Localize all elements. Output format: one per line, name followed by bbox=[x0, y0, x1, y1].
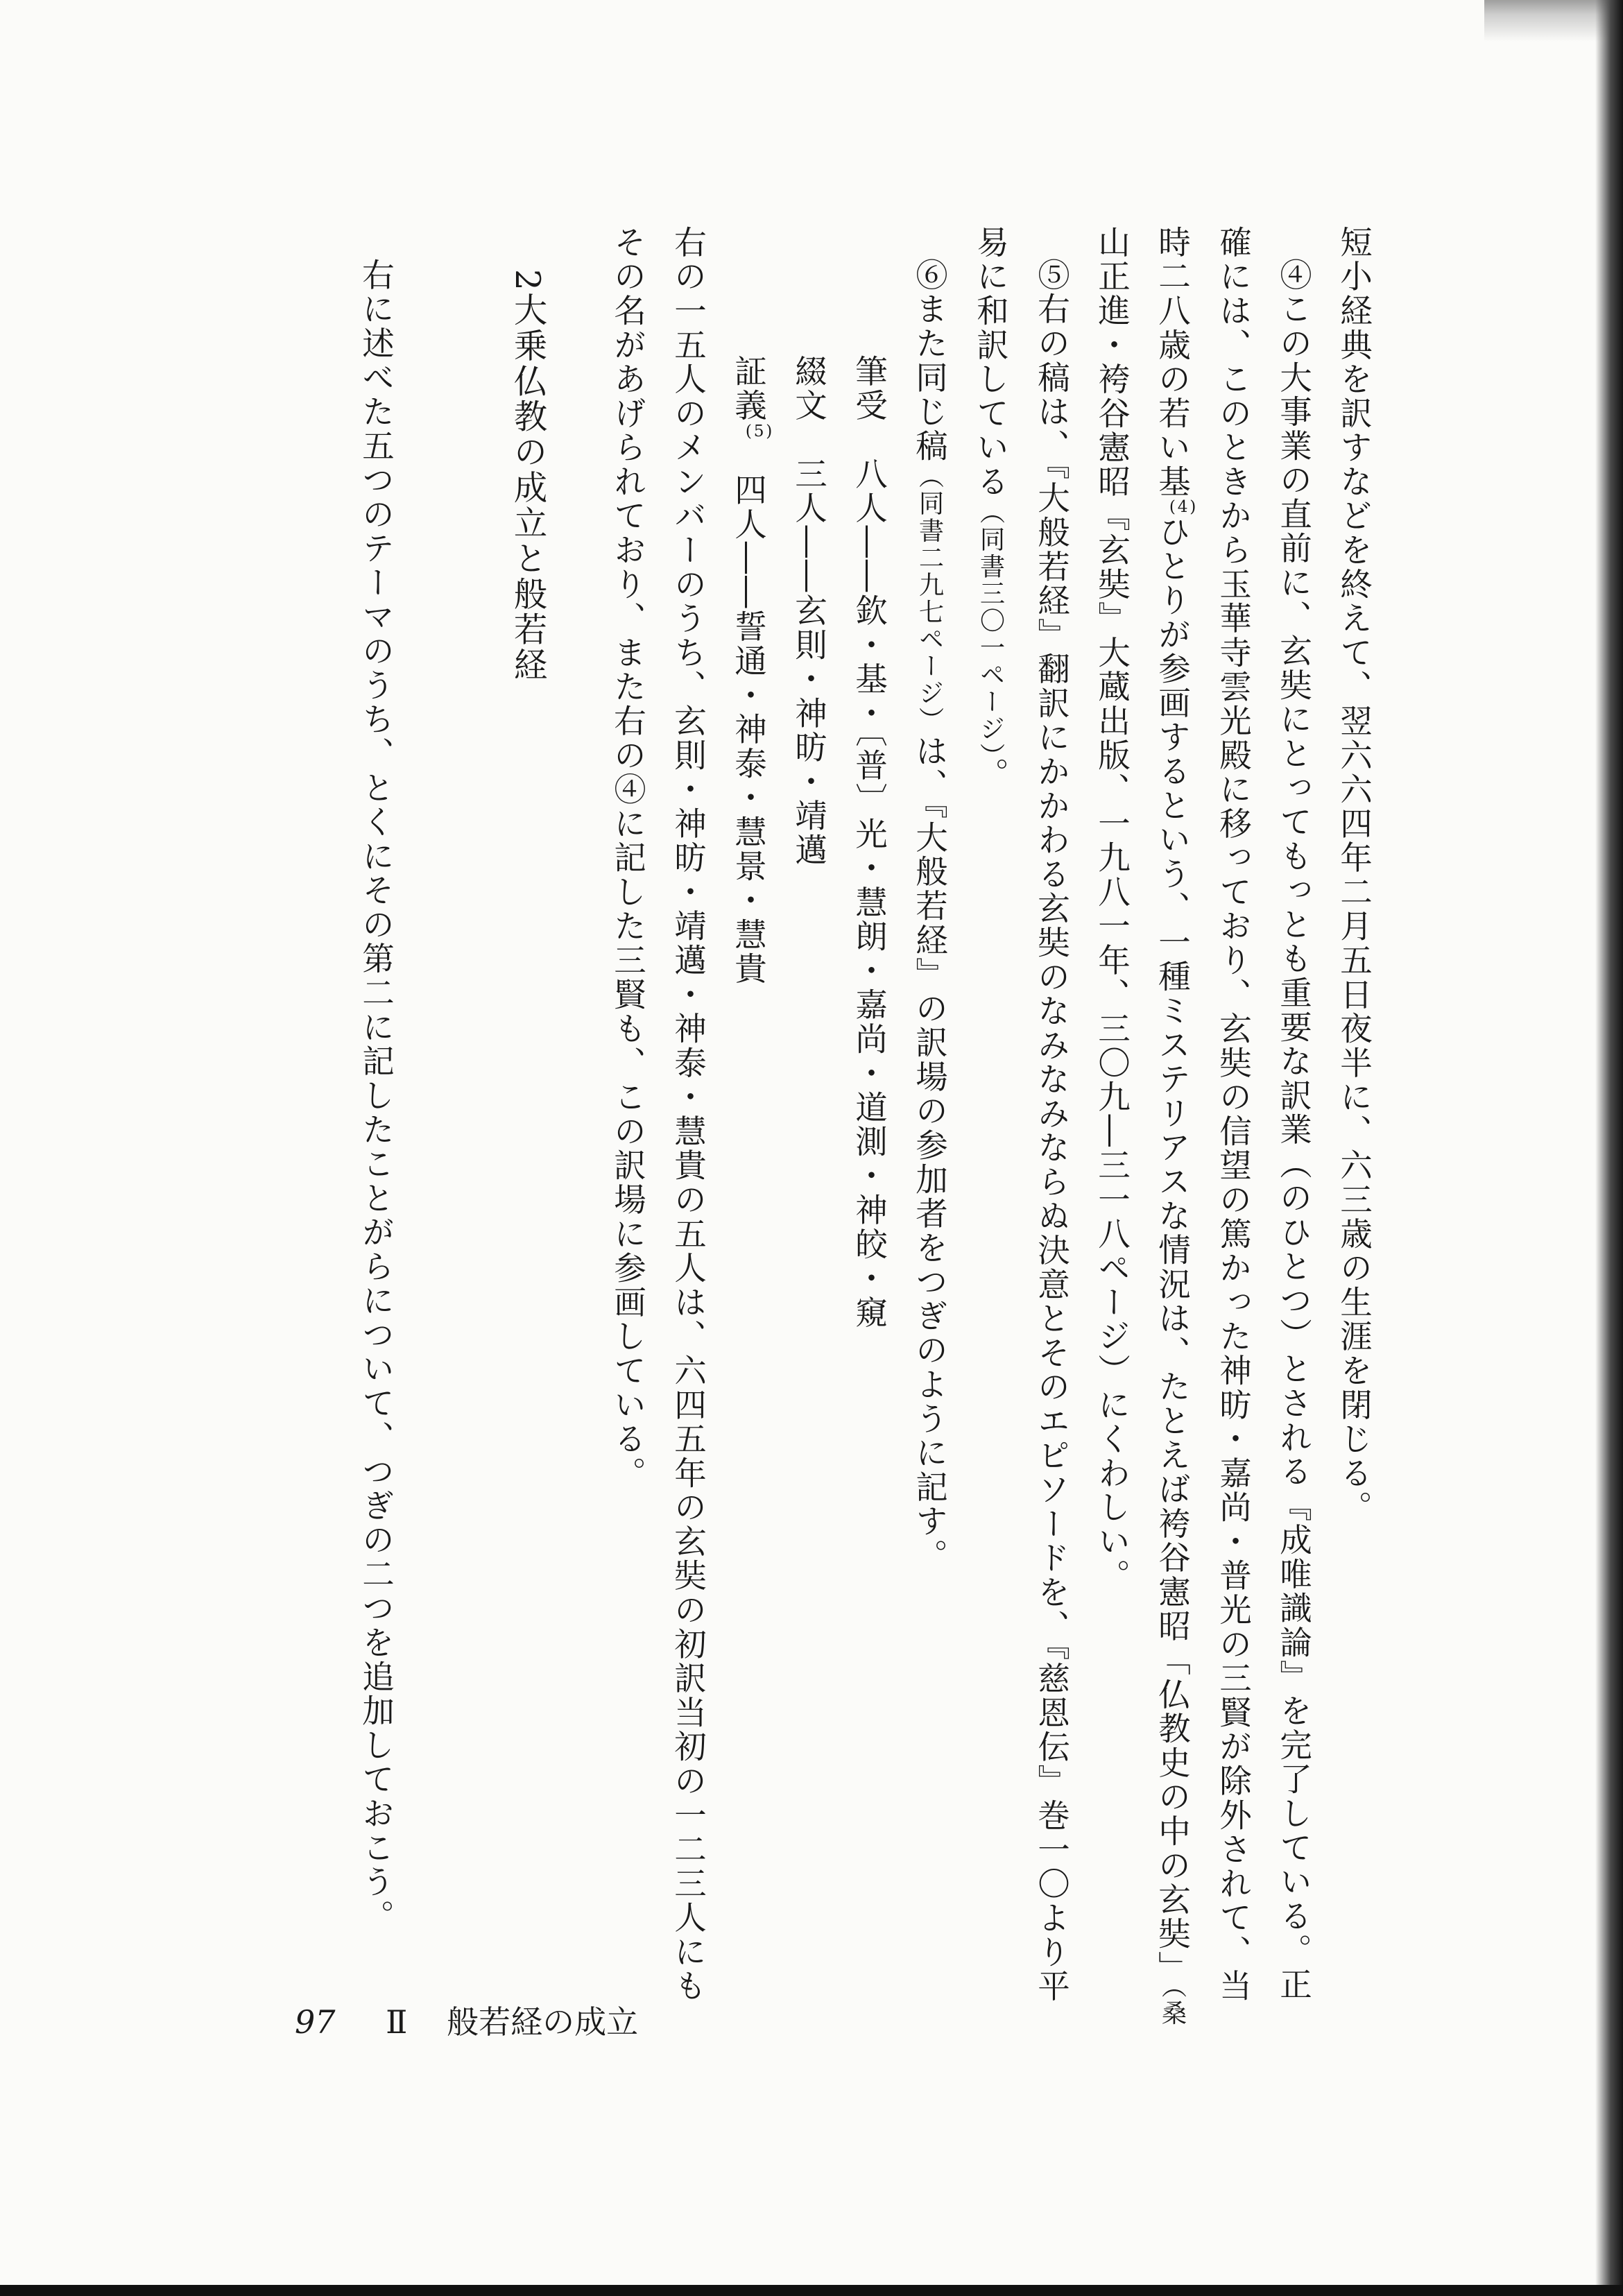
page-number: 97 bbox=[295, 2003, 336, 2041]
role-line-shogi: 証義$^{(5)}$ 四人――誓通・神泰・慧景・慧貴 bbox=[730, 354, 775, 986]
running-title: 般若経の成立 bbox=[447, 2003, 639, 2041]
role-members: 誓通・神泰・慧景・慧貴 bbox=[730, 610, 767, 986]
role-count: 四人 bbox=[730, 473, 767, 542]
note-4-line: ④この大事業の直前に、玄奘にとってもっとも重要な訳業（のひとつ）とされる『成唯識論』を完了している。正 bbox=[1275, 257, 1312, 2002]
text-line: 山正進・袴谷憲昭『玄奘』大蔵出版、一九八一年、三〇九―三一八ページ）にくわしい。 bbox=[1093, 225, 1131, 1593]
role-count: 八人 bbox=[850, 456, 888, 526]
blank-line bbox=[406, 225, 446, 258]
spine-shadow bbox=[1595, 0, 1623, 2296]
section-number: 2 bbox=[508, 268, 547, 293]
note-5-line: ⑤右の稿は、『大般若経』翻訳にかかわる玄奘のなみなみならぬ決意とそのエピソードを、『慈恩伝』巻一〇より平 bbox=[1033, 257, 1070, 2004]
text-line: 時二八歳の若い基$^{(4)}$ひとりが参画するという、一種ミステリアスな情況は、たとえば袴谷憲昭「仏教史の中の玄奘」（桑 bbox=[1153, 225, 1199, 2028]
scan-bottom-edge bbox=[0, 2285, 1623, 2296]
role-name: 綴文 bbox=[790, 354, 827, 423]
page-footer bbox=[295, 2001, 638, 2043]
role-name: 証義 bbox=[730, 354, 767, 423]
role-count: 三人 bbox=[790, 456, 827, 526]
footnote-marker: (4) bbox=[1169, 497, 1199, 517]
text-line: 右の一五人のメンバーのうち、玄則・神昉・靖邁・神泰・慧貴の五人は、六四五年の玄奘の初訳当初の一二三人にも bbox=[669, 225, 707, 2004]
role-line-hitsuju: 筆受 八人――欽・基・〔普〕光・慧朗・嘉尚・道測・神皎・窺 bbox=[850, 354, 888, 1330]
role-members: 玄則・神昉・靖邁 bbox=[790, 594, 827, 868]
text-line: その名があげられており、また右の④に記した三賢も、この訳場に参画している。 bbox=[609, 225, 646, 1491]
text-line: 短小経典を訳すなどを終えて、翌六六四年二月五日夜半に、六三歳の生涯を閉じる。 bbox=[1335, 225, 1373, 1525]
footnote-marker: (5) bbox=[745, 421, 775, 440]
section-heading bbox=[446, 225, 557, 1925]
role-members: 欽・基・〔普〕光・慧朗・嘉尚・道測・神皎・窺 bbox=[850, 594, 888, 1330]
role-line-teibun: 綴文 三人――玄則・神昉・靖邁 bbox=[790, 354, 827, 868]
part-number: Ⅱ bbox=[386, 2003, 408, 2041]
section-title: 大乗仏教の成立と般若経 bbox=[508, 292, 547, 683]
closing-line: 右に述べた五つのテーマのうち、とくにその第二に記したことがらについて、つぎの二つを追加しておこう。 bbox=[357, 257, 395, 1933]
role-name: 筆受 bbox=[850, 354, 888, 423]
text-line: 確には、このときから玉華寺雲光殿に移っており、玄奘の信望の篤かった神昉・嘉尚・普光の三賢が除外されて、当 bbox=[1214, 225, 1252, 2004]
note-6-line: ⑥また同じ稿（同書二九七ページ）は、『大般若経』の訳場の参加者をつぎのように記す。 bbox=[911, 257, 948, 1573]
blank-line bbox=[557, 225, 597, 258]
text-line: 易に和訳している（同書三〇一ページ）。 bbox=[972, 225, 1009, 792]
